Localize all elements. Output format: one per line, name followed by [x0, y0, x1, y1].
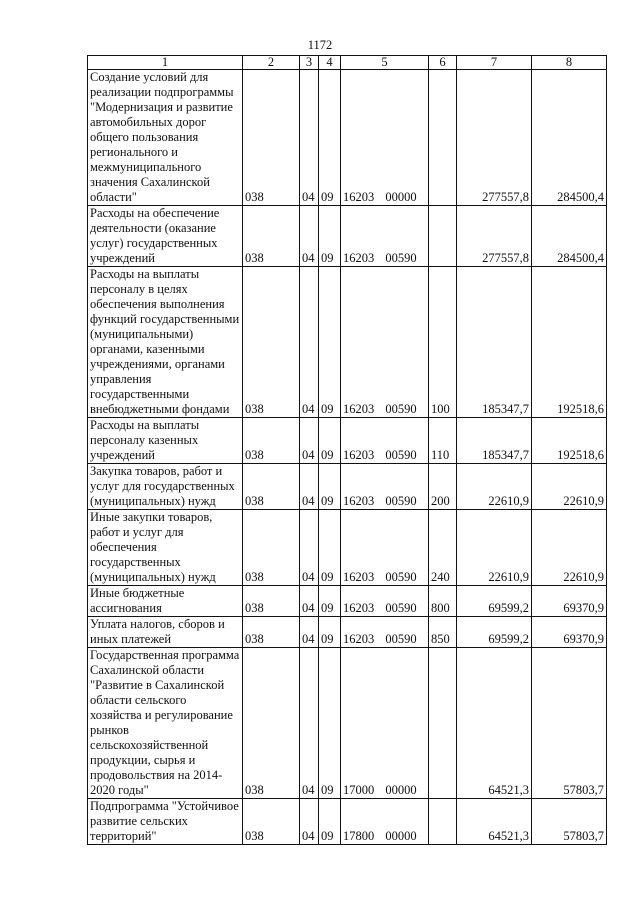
section-code: 04: [300, 206, 319, 267]
amount-col8: 192518,6: [532, 267, 607, 418]
header-row: [88, 56, 607, 70]
column-header: 4: [319, 56, 341, 70]
table-row: [88, 206, 607, 267]
section-code: 04: [300, 70, 319, 206]
section-code: 04: [300, 799, 319, 845]
amount-col8: 69370,9: [532, 586, 607, 617]
column-header: 8: [532, 56, 607, 70]
expense-type: [429, 799, 457, 845]
page-number: 1172: [307, 38, 333, 52]
amount-col7: 69599,2: [457, 617, 532, 648]
column-header: 1: [88, 56, 243, 70]
item-name: Уплата налогов, сборов и иных платежей: [88, 617, 243, 648]
amount-col8: 192518,6: [532, 418, 607, 464]
expense-type: 200: [429, 464, 457, 510]
amount-col7: 22610,9: [457, 464, 532, 510]
item-name: Иные закупки товаров, работ и услуг для обеспечения государственных (муниципальных) нужд: [88, 510, 243, 586]
amount-col8: 284500,4: [532, 206, 607, 267]
subsection-code: 09: [319, 418, 341, 464]
item-name: Подпрограмма "Устойчивое развитие сельских территорий": [88, 799, 243, 845]
section-code: 04: [300, 464, 319, 510]
table-row: [88, 510, 607, 586]
target-article: 16203 00590: [341, 510, 429, 586]
ministry-code: 038: [243, 206, 300, 267]
expense-type: 110: [429, 418, 457, 464]
amount-col7: 22610,9: [457, 510, 532, 586]
item-name: Расходы на выплаты персоналу в целях обеспечения выполнения функций государственными (муниципальными) органами, казенными учреждениями, органами управления государственными внебюджетными фондами: [88, 267, 243, 418]
subsection-code: 09: [319, 510, 341, 586]
amount-col8: 22610,9: [532, 464, 607, 510]
amount-col8: 284500,4: [532, 70, 607, 206]
table-row: [88, 586, 607, 617]
expense-type: 800: [429, 586, 457, 617]
amount-col8: 69370,9: [532, 617, 607, 648]
target-article: 16203 00590: [341, 464, 429, 510]
item-name: Иные бюджетные ассигнования: [88, 586, 243, 617]
target-article: 16203 00590: [341, 206, 429, 267]
amount-col8: 57803,7: [532, 799, 607, 845]
table-row: [88, 464, 607, 510]
target-article: 17800 00000: [341, 799, 429, 845]
amount-col7: 277557,8: [457, 70, 532, 206]
column-header: 5: [341, 56, 429, 70]
column-header: 3: [300, 56, 319, 70]
amount-col7: 185347,7: [457, 267, 532, 418]
column-header: 7: [457, 56, 532, 70]
table-row: [88, 267, 607, 418]
amount-col7: 64521,3: [457, 648, 532, 799]
item-name: Государственная программа Сахалинской области "Развитие в Сахалинской области сельского хозяйства и регулирование рынков сельскохозяйственной продукции, сырья и продовольствия на 2014-2020 годы": [88, 648, 243, 799]
subsection-code: 09: [319, 70, 341, 206]
amount-col7: 69599,2: [457, 586, 532, 617]
ministry-code: 038: [243, 418, 300, 464]
expense-type: 850: [429, 617, 457, 648]
section-code: 04: [300, 510, 319, 586]
item-name: Закупка товаров, работ и услуг для государственных (муниципальных) нужд: [88, 464, 243, 510]
subsection-code: 09: [319, 206, 341, 267]
subsection-code: 09: [319, 464, 341, 510]
amount-col7: 277557,8: [457, 206, 532, 267]
target-article: 16203 00000: [341, 70, 429, 206]
expense-type: [429, 206, 457, 267]
subsection-code: 09: [319, 586, 341, 617]
section-code: 04: [300, 617, 319, 648]
target-article: 16203 00590: [341, 267, 429, 418]
subsection-code: 09: [319, 799, 341, 845]
target-article: 17000 00000: [341, 648, 429, 799]
amount-col8: 22610,9: [532, 510, 607, 586]
ministry-code: 038: [243, 510, 300, 586]
ministry-code: 038: [243, 586, 300, 617]
expense-type: 240: [429, 510, 457, 586]
item-name: Расходы на выплаты персоналу казенных учреждений: [88, 418, 243, 464]
ministry-code: 038: [243, 267, 300, 418]
column-header: 2: [243, 56, 300, 70]
subsection-code: 09: [319, 267, 341, 418]
item-name: Создание условий для реализации подпрограммы "Модернизация и развитие автомобильных дорог общего пользования регионального и межмуниципального значения Сахалинской области": [88, 70, 243, 206]
expense-type: [429, 648, 457, 799]
target-article: 16203 00590: [341, 617, 429, 648]
table-row: [88, 648, 607, 799]
section-code: 04: [300, 586, 319, 617]
ministry-code: 038: [243, 70, 300, 206]
ministry-code: 038: [243, 799, 300, 845]
ministry-code: 038: [243, 617, 300, 648]
ministry-code: 038: [243, 464, 300, 510]
item-name: Расходы на обеспечение деятельности (оказание услуг) государственных учреждений: [88, 206, 243, 267]
expense-type: [429, 70, 457, 206]
target-article: 16203 00590: [341, 418, 429, 464]
ministry-code: 038: [243, 648, 300, 799]
amount-col7: 64521,3: [457, 799, 532, 845]
table-row: [88, 70, 607, 206]
column-header: 6: [429, 56, 457, 70]
section-code: 04: [300, 267, 319, 418]
expense-type: 100: [429, 267, 457, 418]
table-row: [88, 418, 607, 464]
subsection-code: 09: [319, 648, 341, 799]
section-code: 04: [300, 418, 319, 464]
subsection-code: 09: [319, 617, 341, 648]
table-row: [88, 617, 607, 648]
table-row: [88, 799, 607, 845]
amount-col8: 57803,7: [532, 648, 607, 799]
target-article: 16203 00590: [341, 586, 429, 617]
amount-col7: 185347,7: [457, 418, 532, 464]
section-code: 04: [300, 648, 319, 799]
budget-table: [87, 55, 607, 845]
